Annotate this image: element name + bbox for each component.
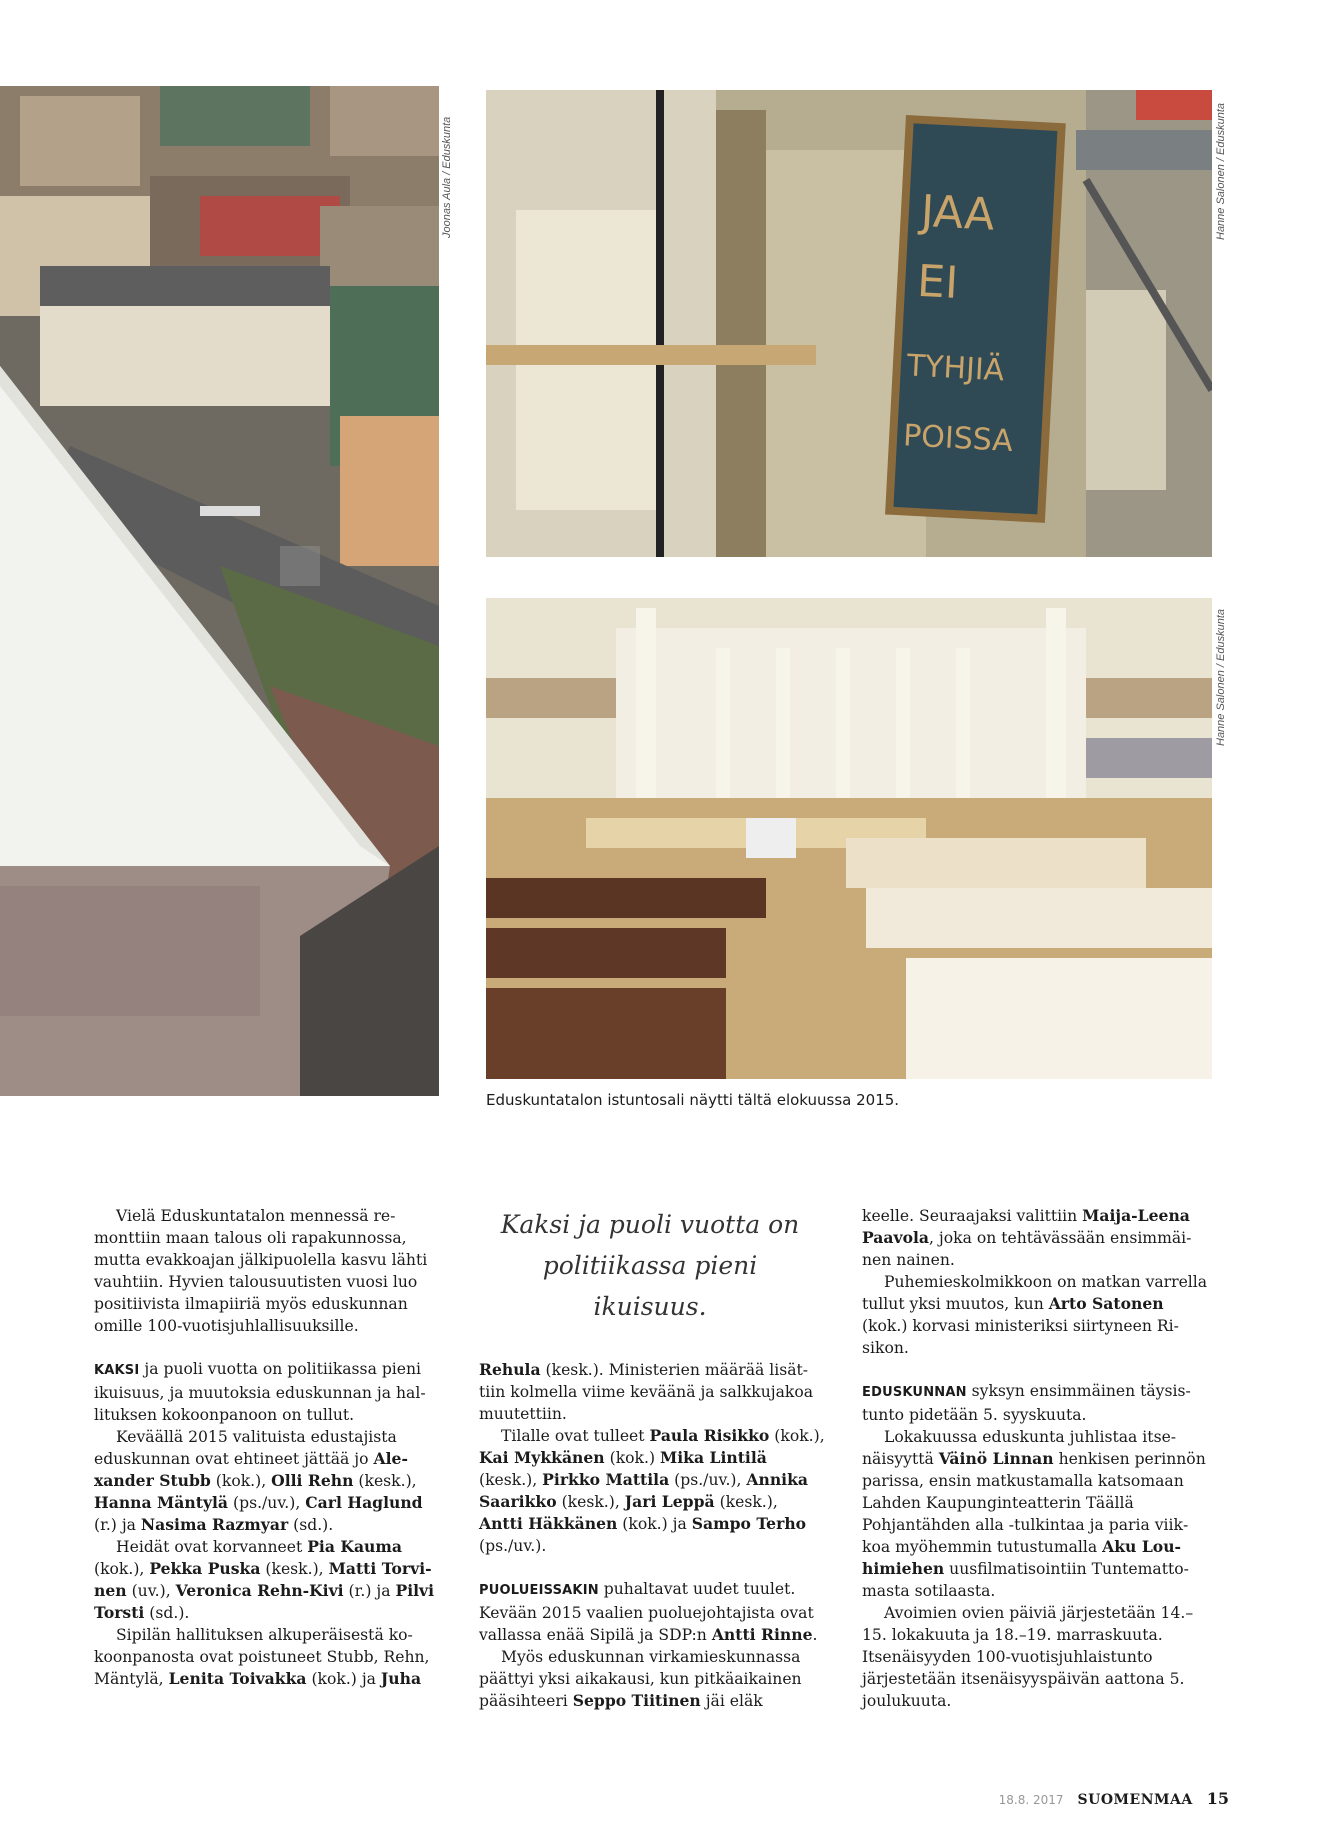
article-column-2: Rehula (kesk.). Ministerien määrää lisättiin kolmella viime keväänä ja salkkujakoa muutettiin. Tilalle ovat tulleet Paula Risikko (kok.), Kai Mykkänen (kok.) Mika Lintilä (kesk.), Pirkko Mattila (ps./uv.), Annika Saarikko (kesk.), Jari Leppä (kesk.), Antti Häkkänen (kok.) ja Sampo Terho (ps./uv.). PUOLUEISSAKIN puhaltavat uudet tuulet. Kevään 2015 vaalien puoluejohtajista ovat vallassa enää Sipilä ja SDP:n Antti Rinne. Myös eduskunnan virkamieskunnassa päättyi yksi aikakausi, kun pitkäaikainen pääsihteeri Seppo Tiitinen jäi eläk [479,1360,825,1710]
sign-word-1: JAA [919,185,996,241]
article-column-3: keelle. Seuraajaksi valittiin Maija-Leena Paavola, joka on tehtävässään ensimmäinen nainen. Puhemieskolmikkoon on matkan varrella tullut yksi muutos, kun Arto Satonen (kok.) korvasi ministeriksi siirtyneen Risikon. EDUSKUNNAN syksyn ensimmäinen täysistunto pidetään 5. syyskuuta. Lokakuussa eduskunta juhlistaa itsenäisyyttä Väinö Linnan henkisen perinnön parissa, ensin matkustamalla katsomaan Lahden Kaupunginteatterin Täällä Pohjantähden alla -tulkintaa ja paria viikkoa myöhemmin tutustumalla Aku Louhimiehen uusfilmatisointiin Tuntemattomasta sotilaasta. Avoimien ovien päiviä järjestetään 14.–15. lokakuuta ja 18.–19. marraskuuta. Itsenäisyyden 100-vuotisjuhlaistunto järjestetään itsenäisyyspäivän aattona 5. joulukuuta. [862,1206,1208,1710]
wall-sign-photo [486,90,1212,557]
magazine-name: SUOMENMAA [1077,1792,1193,1808]
pull-quote: Kaksi ja puoli vuotta on politiikassa pieni ikuisuus. [500,1210,800,1321]
photo-caption: Eduskuntatalon istuntosali näytti tältä elokuussa 2015. [486,1091,900,1109]
sign-word-4: POISSA [902,418,1014,460]
sign-word-3: TYHJIÄ [905,348,1006,389]
bottom-right-photo-credit: Hanne Salonen / Eduskunta [1215,609,1227,746]
left-photo-credit: Joonas Aula / Eduskunta [441,116,453,238]
session-hall-photo [486,598,1212,1079]
page-number: 15 [1206,1789,1229,1808]
sign-word-2: EI [915,255,960,309]
page-footer [999,1789,1229,1808]
article-column-1: Vielä Eduskuntatalon mennessä remonttiin maan talous oli rapakunnossa, mutta evakkoajan jälkipuolella kasvu lähti vauhtiin. Hyvien talousuutisten vuosi luo positiivista ilmapiiriä myös eduskunnan omille 100-vuotisjuhlallisuuksille. KAKSI ja puoli vuotta on politiikassa pieni ikuisuus, ja muutoksia eduskunnan ja hallituksen kokoonpanoon on tullut. Keväällä 2015 valituista edustajista eduskunnan ovat ehtineet jättää jo Alexander Stubb (kok.), Olli Rehn (kesk.), Hanna Mäntylä (ps./uv.), Carl Haglund (r.) ja Nasima Razmyar (sd.). Heidät ovat korvanneet Pia Kauma (kok.), Pekka Puska (kesk.), Matti Torvinen (uv.), Veronica Rehn-Kivi (r.) ja Pilvi Torsti (sd.). Sipilän hallituksen alkuperäisestä kokoonpanosta ovat poistuneet Stubb, Rehn, Mäntylä, Lenita Toivakka (kok.) ja Juha [94,1207,435,1688]
issue-date: 18.8. 2017 [998,1793,1064,1807]
aerial-city-photo [0,86,439,1096]
top-right-photo-credit: Hanne Salonen / Eduskunta [1215,103,1227,240]
